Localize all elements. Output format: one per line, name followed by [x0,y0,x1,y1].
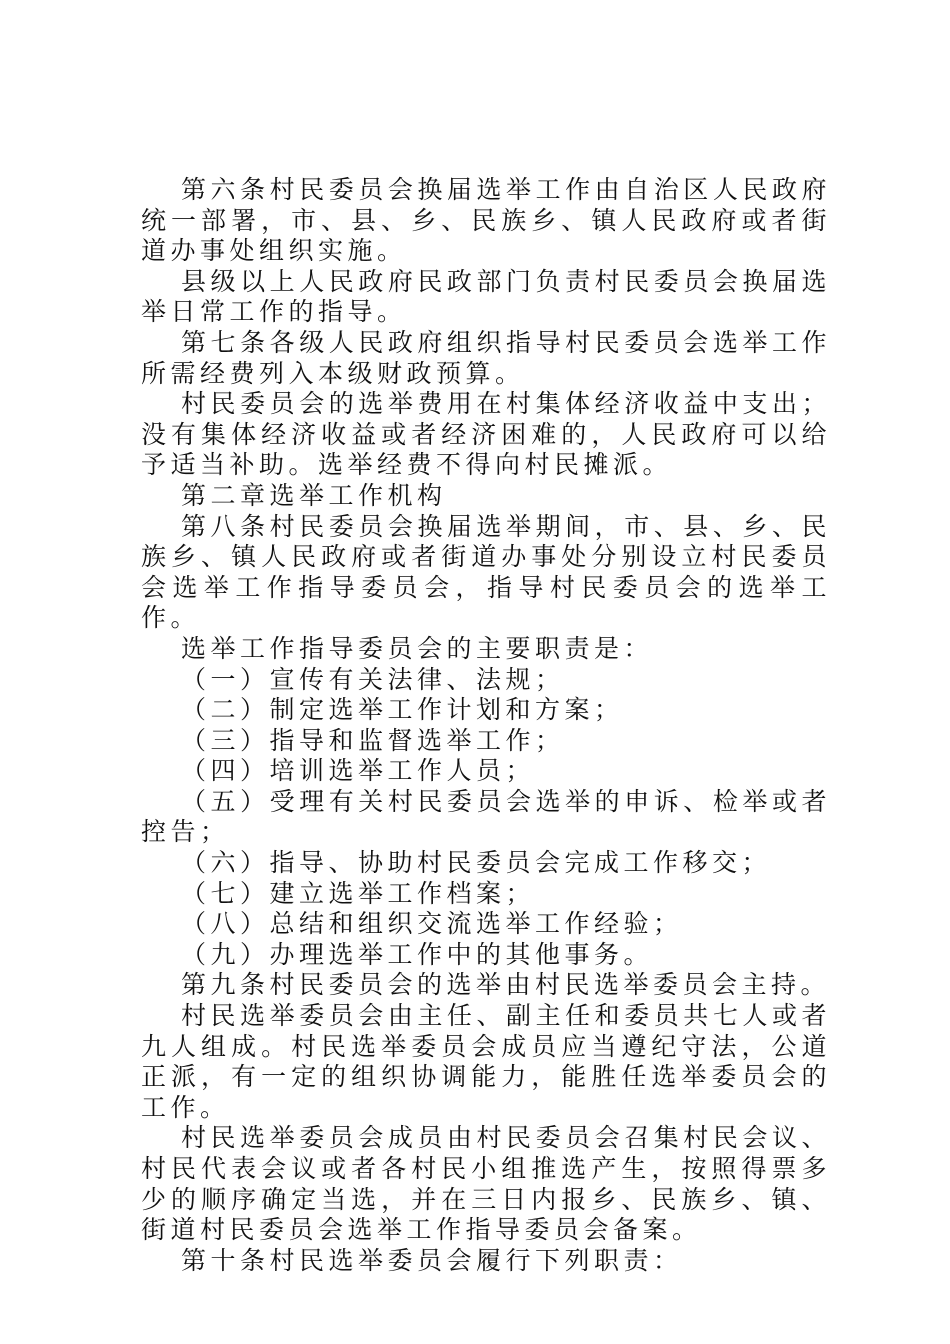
article-8-paragraph: 第八条村民委员会换届选举期间，市、县、乡、民族乡、镇人民政府或者街道办事处分别设立村民委员会选举工作指导委员会，指导村民委员会的选举工作。 [141,511,831,633]
article-6-clause-2: 县级以上人民政府民政部门负责村民委员会换届选举日常工作的指导。 [141,266,831,327]
document-body [141,175,831,1276]
duty-item-2: （二）制定选举工作计划和方案； [181,695,624,725]
duty-item-7: （七）建立选举工作档案； [181,878,536,908]
duty-item-4: （四）培训选举工作人员； [181,756,536,786]
article-7-paragraph: 第七条各级人民政府组织指导村民委员会选举工作所需经费列入本级财政预算。 [141,327,831,388]
duty-item-6: （六）指导、协助村民委员会完成工作移交； [181,848,772,878]
duty-item-5: （五）受理有关村民委员会选举的申诉、检举或者控告； [141,786,831,847]
article-9-clause-2: 村民选举委员会由主任、副主任和委员共七人或者九人组成。村民选举委员会成员应当遵纪守法，公道正派，有一定的组织协调能力，能胜任选举委员会的工作。 [141,1001,831,1122]
article-9-clause-3: 村民选举委员会成员由村民委员会召集村民会议、村民代表会议或者各村民小组推选产生，按照得票多少的顺序确定当选，并在三日内报乡、民族乡、镇、街道村民委员会选举工作指导委员会备案。 [141,1123,831,1245]
duty-item-3: （三）指导和监督选举工作； [181,725,565,755]
duties-intro: 选举工作指导委员会的主要职责是： [181,633,654,663]
article-6-paragraph: 第六条村民委员会换届选举工作由自治区人民政府统一部署，市、县、乡、民族乡、镇人民政府或者街道办事处组织实施。 [141,175,831,266]
chapter-2-heading: 第二章选举工作机构 [181,480,447,510]
article-10-paragraph: 第十条村民选举委员会履行下列职责： [181,1245,683,1275]
duty-item-8: （八）总结和组织交流选举工作经验； [181,909,683,939]
duty-item-9: （九）办理选举工作中的其他事务。 [181,939,654,969]
duty-item-1: （一）宣传有关法律、法规； [181,664,565,694]
article-7-clause-2: 村民委员会的选举费用在村集体经济收益中支出；没有集体经济收益或者经济困难的，人民政府可以给予适当补助。选举经费不得向村民摊派。 [141,389,831,480]
article-9-paragraph: 第九条村民委员会的选举由村民选举委员会主持。 [181,970,831,1000]
